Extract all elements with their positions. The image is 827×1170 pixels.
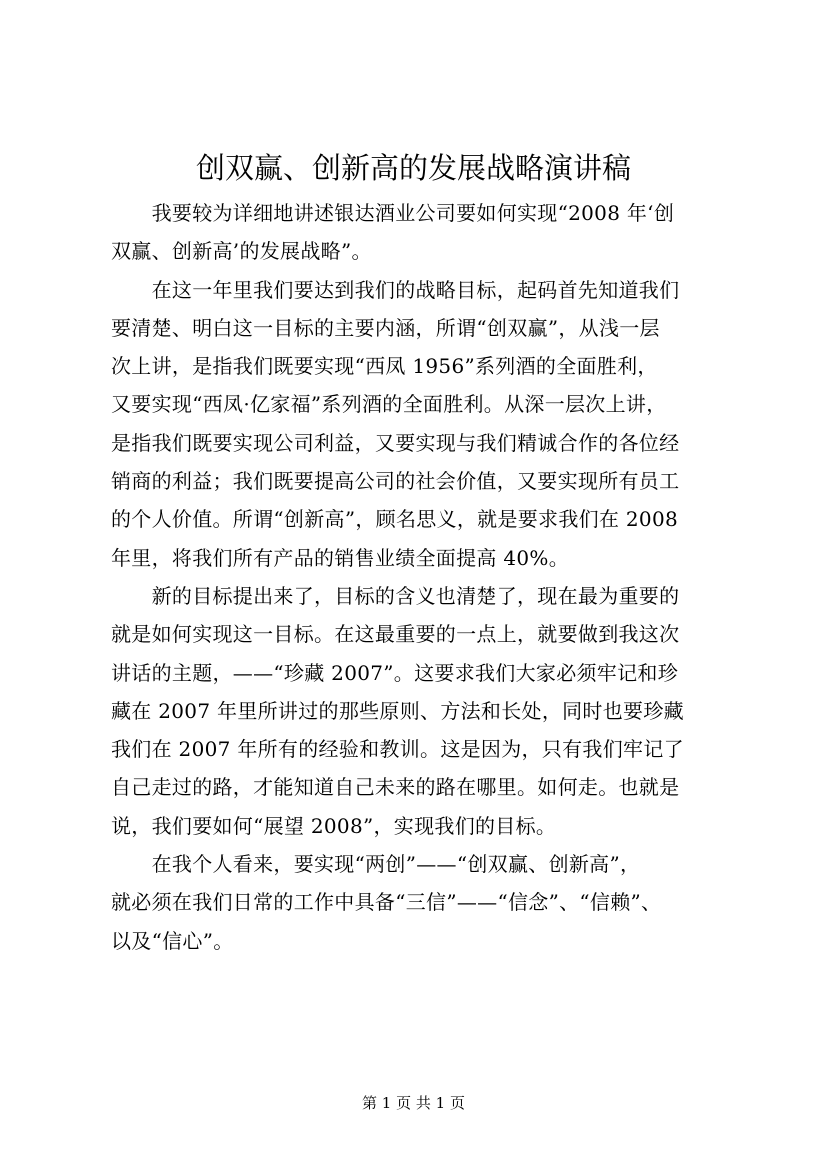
- text-line: 就必须在我们日常的工作中具备“三信”——“信念”、“信赖”、: [111, 890, 662, 915]
- paragraph-4: [111, 845, 761, 960]
- text-line: 双赢、创新高’的发展战略”。: [111, 239, 372, 264]
- paragraph-1: [111, 194, 761, 271]
- text-line: 我要较为详细地讲述银达酒业公司要如何实现“2008 年‘创: [111, 201, 675, 225]
- text-line: 年里，将我们所有产品的销售业绩全面提高 40%。: [111, 545, 570, 570]
- text-line: 新的目标提出来了，目标的含义也清楚了，现在最为重要的: [111, 583, 680, 608]
- text-line: 自己走过的路，才能知道自己未来的路在哪里。如何走。也就是: [111, 775, 680, 800]
- paragraph-3: [111, 577, 761, 845]
- document-title: 创双赢、创新高的发展战略演讲稿: [195, 151, 631, 185]
- text-line: 说，我们要如何“展望 2008”，实现我们的目标。: [111, 813, 557, 838]
- paragraph-2: [111, 271, 761, 577]
- document-body: [111, 194, 761, 960]
- text-line: 就是如何实现这一目标。在这最重要的一点上，就要做到我这次: [111, 622, 680, 647]
- text-line: 次上讲，是指我们既要实现“西凤 1956”系列酒的全面胜利，: [111, 354, 658, 379]
- text-line: 我们在 2007 年所有的经验和教训。这是因为，只有我们牢记了: [111, 737, 684, 762]
- page-footer: 第 1 页 共 1 页: [362, 1094, 465, 1112]
- text-line: 的个人价值。所谓“创新高”，顾名思义，就是要求我们在 2008: [111, 507, 679, 532]
- text-line: 销商的利益；我们既要提高公司的社会价值，又要实现所有员工: [111, 469, 680, 494]
- text-line: 在这一年里我们要达到我们的战略目标，起码首先知道我们: [111, 277, 680, 302]
- text-line: 以及“信心”。: [111, 928, 234, 953]
- text-line: 讲话的主题，——“珍藏 2007”。这要求我们大家必须牢记和珍: [111, 660, 679, 685]
- text-line: 在我个人看来，要实现“两创”——“创双赢、创新高”，: [111, 852, 641, 877]
- text-line: 又要实现“西凤·亿家福”系列酒的全面胜利。从深一层次上讲，: [111, 392, 667, 417]
- text-line: 藏在 2007 年里所讲过的那些原则、方法和长处，同时也要珍藏: [111, 698, 684, 723]
- text-line: 要清楚、明白这一目标的主要内涵，所谓“创双赢”，从浅一层: [111, 315, 660, 340]
- text-line: 是指我们既要实现公司利益，又要实现与我们精诚合作的各位经: [111, 430, 680, 455]
